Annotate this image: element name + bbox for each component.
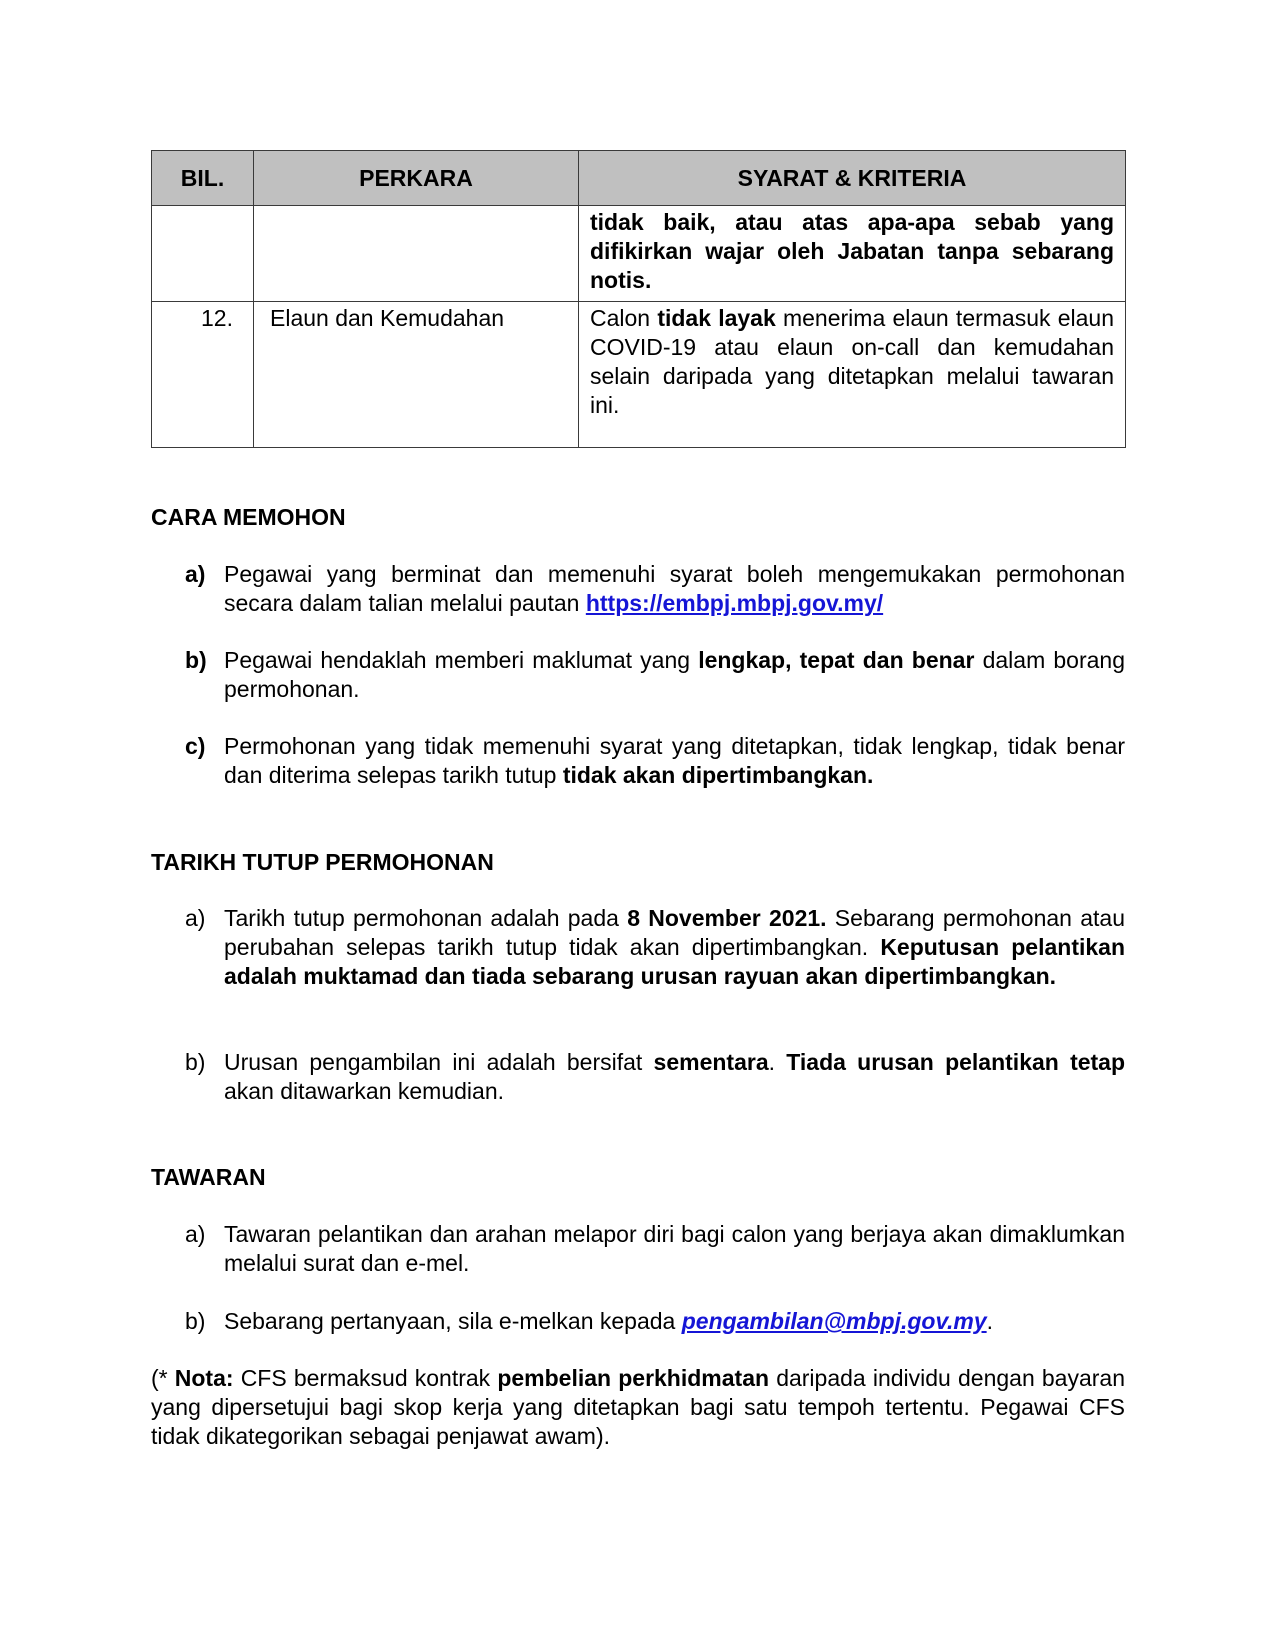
- text-run: dalam borang permohonan.: [224, 647, 1126, 702]
- cell-perkara: [254, 206, 579, 302]
- text-run: daripada individu dengan bayaran yang dipersetujui bagi skop kerja yang ditetapkan bagi satu tempoh tertentu. Pegawai CFS tidak dikategorikan sebagai penjawat awam).: [151, 1365, 1125, 1449]
- cell-syarat: [579, 302, 1126, 448]
- item-body: [224, 560, 1125, 618]
- table-row: [152, 302, 1126, 448]
- text-run: .: [986, 1308, 994, 1334]
- list-item: [185, 1220, 1125, 1278]
- item-body: [224, 732, 1125, 790]
- item-body: [224, 646, 1125, 704]
- bold-text: pembelian perkhidmatan: [497, 1365, 770, 1391]
- bold-text: lengkap, tepat dan benar: [698, 647, 975, 673]
- header-bil: BIL.: [152, 151, 254, 206]
- item-body: [224, 1048, 1125, 1106]
- item-label: a): [185, 561, 206, 587]
- bold-text: tidak baik, atau atas apa-apa sebab yang difikirkan wajar oleh Jabatan tanpa sebarang notis.: [590, 209, 1114, 293]
- list-item: [185, 1307, 1125, 1336]
- bold-text: tidak akan dipertimbangkan.: [562, 762, 874, 788]
- list-item: [185, 646, 1125, 704]
- text-run: CFS bermaksud kontrak: [233, 1365, 498, 1391]
- bold-text: sementara: [653, 1049, 769, 1075]
- item-body: [224, 1220, 1125, 1278]
- list-item: [185, 1048, 1125, 1106]
- text-run: Tarikh tutup permohonan adalah pada: [224, 905, 628, 931]
- section-title-cara-memohon: CARA MEMOHON: [151, 504, 346, 530]
- text-run: Calon: [590, 305, 658, 331]
- cell-bil: 12.: [152, 302, 254, 448]
- text-run: akan ditawarkan kemudian.: [224, 1078, 504, 1104]
- item-body: [224, 904, 1125, 991]
- item-body: [224, 1307, 1125, 1336]
- list-item: [185, 560, 1125, 618]
- item-label: a): [185, 905, 206, 931]
- cfs-note: [151, 1364, 1125, 1451]
- text-run: Pegawai hendaklah memberi maklumat yang: [224, 647, 699, 673]
- email-link[interactable]: pengambilan@mbpj.gov.my: [681, 1308, 987, 1334]
- list-item: [185, 732, 1125, 790]
- item-label: b): [185, 647, 207, 673]
- header-perkara: PERKARA: [254, 151, 579, 206]
- text-run: Sebarang permohonan atau perubahan selepas tarikh tutup tidak akan dipertimbangkan.: [224, 905, 1125, 960]
- cell-syarat: [579, 206, 1126, 302]
- list-item: [185, 904, 1125, 991]
- criteria-table: [151, 150, 1126, 448]
- bold-text: Tiada urusan pelantikan tetap: [786, 1049, 1126, 1075]
- text-run: menerima elaun termasuk elaun COVID-19 atau elaun on-call dan kemudahan selain daripada yang ditetapkan melalui tawaran ini.: [590, 305, 1114, 418]
- item-label: a): [185, 1221, 206, 1247]
- header-syarat-kriteria: SYARAT & KRITERIA: [579, 151, 1126, 206]
- text-run: Pegawai yang berminat dan memenuhi syarat boleh mengemukakan permohonan secara dalam talian melalui pautan: [224, 561, 1125, 616]
- item-label: c): [185, 733, 206, 759]
- document-page: [151, 150, 1125, 448]
- cell-perkara: Elaun dan Kemudahan: [254, 302, 579, 448]
- text-run: (*: [151, 1365, 175, 1391]
- bold-text: Nota:: [174, 1365, 234, 1391]
- section-title-tarikh-tutup: TARIKH TUTUP PERMOHONAN: [151, 849, 494, 875]
- section-title-tawaran: TAWARAN: [151, 1164, 266, 1190]
- bold-text: Keputusan pelantikan adalah muktamad dan tiada sebarang urusan rayuan akan dipertimbangkan.: [224, 934, 1126, 989]
- text-run: Tawaran pelantikan dan arahan melapor diri bagi calon yang berjaya akan dimaklumkan melalui surat dan e-mel.: [224, 1221, 1125, 1276]
- application-url-link[interactable]: https://embpj.mbpj.gov.my/: [585, 590, 884, 616]
- table-header-row: [152, 151, 1126, 206]
- item-label: b): [185, 1049, 206, 1075]
- text-run: .: [768, 1049, 787, 1075]
- bold-text: 8 November 2021.: [627, 905, 827, 931]
- cell-bil: [152, 206, 254, 302]
- item-label: b): [185, 1308, 206, 1334]
- text-run: Urusan pengambilan ini adalah bersifat: [224, 1049, 654, 1075]
- table-row: [152, 206, 1126, 302]
- text-run: Sebarang pertanyaan, sila e-melkan kepada: [224, 1308, 682, 1334]
- text-run: Permohonan yang tidak memenuhi syarat yang ditetapkan, tidak lengkap, tidak benar dan diterima selepas tarikh tutup: [224, 733, 1125, 788]
- bold-text: tidak layak: [657, 305, 776, 331]
